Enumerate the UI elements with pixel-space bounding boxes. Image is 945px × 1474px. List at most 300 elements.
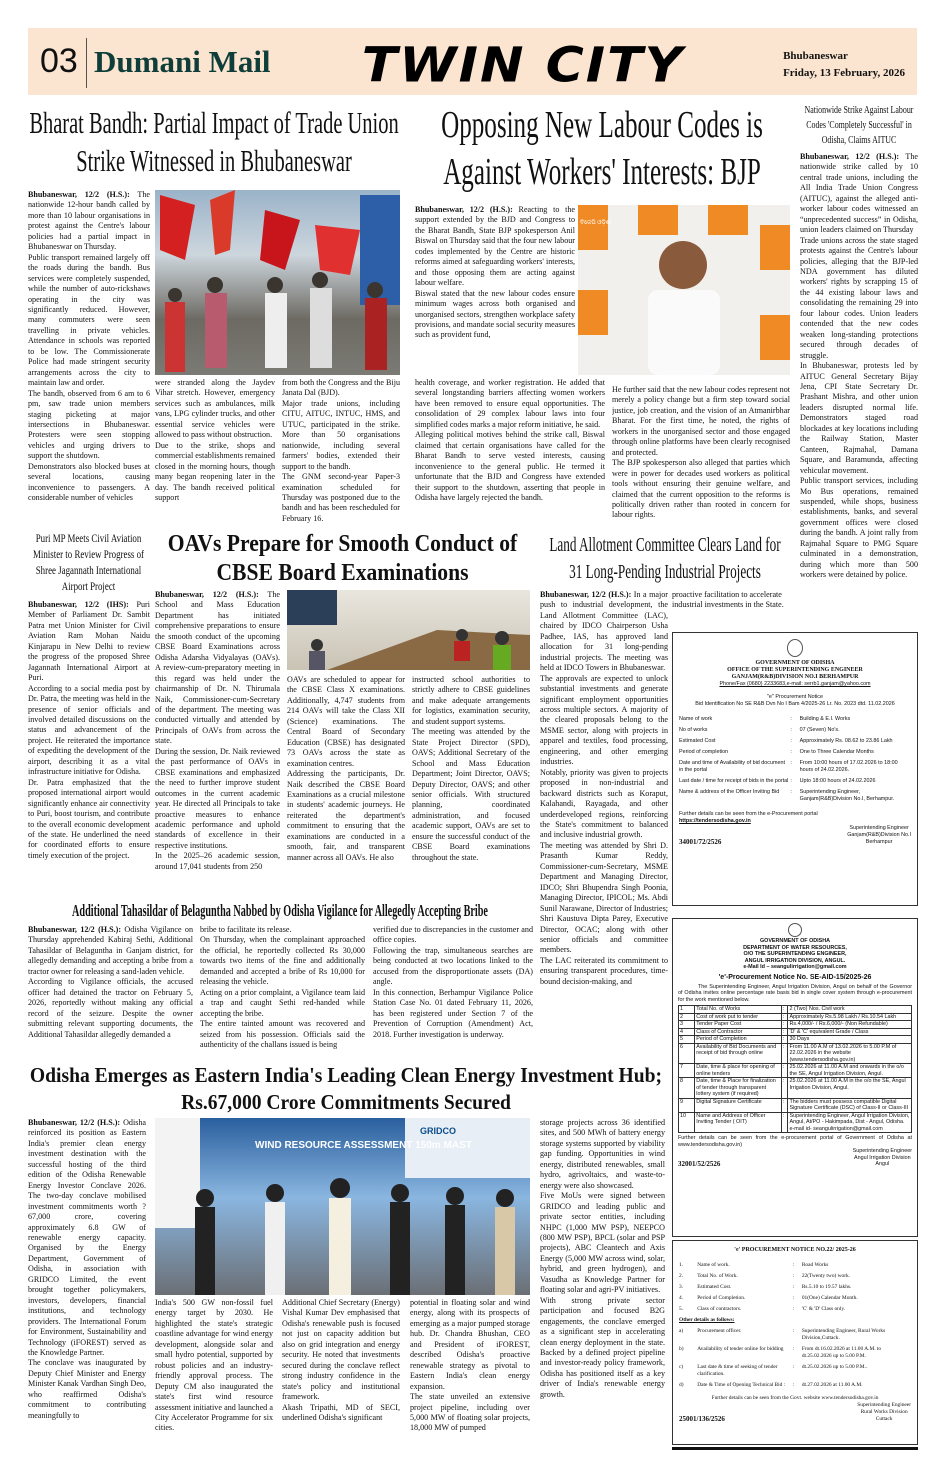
paragraph-text: health coverage, and worker registration. He added that several longstanding barriers affecting women workers have been removed to ensure equal opportunities. The consolidation of 29 complex labour laws into four simplified codes marks a major reform initiative, he said. bbox=[415, 378, 605, 429]
notice-row bbox=[679, 749, 911, 756]
row-value: 'D' & 'C' equivalent Grade / Class bbox=[788, 1028, 912, 1036]
separator: : bbox=[790, 749, 792, 755]
separator: : bbox=[792, 1295, 795, 1301]
paragraph bbox=[282, 472, 400, 524]
sign-line: Angul bbox=[875, 1161, 890, 1167]
paragraph bbox=[155, 441, 275, 504]
notice-heading bbox=[679, 660, 911, 681]
row-number: 6 bbox=[679, 1043, 695, 1064]
row-value: The bidders must possess compatible Digital Signature Certificate (DSC) of Class-II or Class-III bbox=[788, 1098, 912, 1112]
paragraph bbox=[373, 925, 533, 946]
paragraph-text: Acting on a prior complaint, a Vigilance team laid a trap and caught Sethi red-handed while accepting the bribe. bbox=[200, 987, 365, 1018]
article-column bbox=[412, 675, 530, 896]
paragraph bbox=[28, 253, 150, 389]
separator: : bbox=[781, 1036, 788, 1044]
row-label: Availability of tender online for bidding bbox=[697, 1346, 784, 1352]
brand-name: Dumani Mail bbox=[94, 44, 271, 79]
paragraph-text: Additional Chief Secretary (Energy) Vishal Kumar Dev emphasised that Odisha's renewable push is focused not just on capacity addition but also on grid integration and energy security. He noted that investments secured during the conclave reflect strong industry confidence in the state's policy and institutional framework. bbox=[282, 1298, 400, 1402]
heading-line: ANGUL IRRIGATION DIVISION, ANGUL. bbox=[744, 957, 846, 964]
notice-row bbox=[679, 1306, 911, 1313]
paragraph-text: Five MoUs were signed between GRIDCO and leading public and private sector entities, including NHPC (1,000 MW PSP), NEEPCO (800 MW PSP), BPCL (solar and PSP projects), ABC Cleantech and Axis Energy (5,000 MW across wind, solar, hybrid, and green hydrogen), and Vasudha as Knowledge Partner for floating solar and agri-PV initiatives. bbox=[540, 1191, 665, 1295]
separator: : bbox=[781, 1098, 788, 1112]
notice-title: 'e' PROCUREMENT NOTICE NO.22/ 2025-26 bbox=[734, 1247, 856, 1253]
paragraph-text: He further said that the new labour codes represent not merely a policy change but a firm step toward social justice, job creation, and the vision of an Atmanirbhar Bharat. For the first time, he noted, the rights of workers in the unorganised sector and those engaged through online platforms have been clearly recognised and protected. bbox=[612, 385, 790, 457]
paragraph bbox=[28, 1118, 146, 1358]
paragraph bbox=[540, 674, 668, 768]
row-label: Period of Completion bbox=[695, 1036, 781, 1044]
paragraph-text: The meeting was attended by Shri D. Prasanth Kumar Reddy, Commissioner-cum-Secretary, MSME Department and Managing Director, IDCO; Shri Bhupendra Singh Poonia, Managing Director, IPICOL; Ms. Abdi Sunil Narawane, Director of Industries; Shri Kaustuva Dipta Parey, Executive Director, OCAC; along with other senior officials and committee members. bbox=[540, 840, 668, 955]
protest-photo bbox=[155, 190, 400, 375]
sign-line: Rural Works Division bbox=[860, 1409, 908, 1415]
row-label: Date and time of Availability of bid document in the portal bbox=[679, 760, 785, 773]
row-label: Procurement officer. bbox=[697, 1328, 742, 1334]
paragraph-text: The meeting was attended by the State Project Director (SPD), OAVS; Additional Secretary of the School and Mass Education Department; Joint Director, OAVS; Deputy Director, OAVS; and other senior officials. With structured planning, coordinated administration, and focused academic support, OAVs are set to ensure the successful conduct of the CBSE Board examinations throughout the state. bbox=[412, 727, 530, 862]
article-column bbox=[282, 378, 400, 530]
row-label: Date & Time of Opening Technical Bid : bbox=[697, 1382, 786, 1388]
row-value: Superintending Engineer, Angul Irrigation Division, Angul, At/PO - Hakimpada, Dist - Angul, Odisha. e-mail id- seangulirrigation@gmail.com bbox=[788, 1112, 912, 1133]
table-row bbox=[679, 1112, 912, 1133]
row-number: c) bbox=[679, 1364, 684, 1370]
heading-line: GANJAM(R&B)DIVISION NO.I BERHAMPUR bbox=[731, 674, 859, 680]
dateline: Bhubaneswar, 12/2 (H.S.): bbox=[800, 152, 900, 161]
headline-bharat-bandh: Bharat Bandh: Partial Impact of Trade Union Strike Witnessed in Bhubaneswar bbox=[29, 105, 399, 178]
dateline: Bhubaneswar, 12/2 (IHS): bbox=[28, 600, 129, 609]
conclave-photo bbox=[155, 1118, 530, 1295]
paragraph-text: Alleging political motives behind the strike call, Biswal claimed that certain organisations have called for the Bharat Bandh to serve vested interests, causing inconvenience to the general public. He termed it unfortunate that the BJD and Congress have extended their support to the shutdown, asserting that people in Odisha have largely rejected the bandh. bbox=[415, 430, 605, 502]
separator: : bbox=[790, 738, 792, 744]
table-row bbox=[679, 1006, 912, 1014]
row-label: Name and Address of Officer Inviting Tender ( OIT) bbox=[695, 1112, 781, 1133]
paragraph bbox=[28, 462, 150, 504]
paragraph bbox=[540, 1118, 665, 1191]
row-label: Name & address of the Officer Inviting Bid bbox=[679, 789, 780, 795]
paragraph bbox=[282, 1298, 400, 1403]
heading-line: e-Mail Id – seangulirrigation@gmail.com bbox=[743, 964, 847, 970]
bid-id: Bid Identification No SE R&B Dvn No I Bam 4/2025-26 Lr. No. 2023 dtd. 11.02.2026 bbox=[695, 701, 895, 707]
sign-line: Superintending Engineer bbox=[849, 825, 909, 831]
procurement-notice-cuttack bbox=[672, 1240, 918, 1445]
paragraph bbox=[28, 1358, 146, 1421]
table-row bbox=[679, 1036, 912, 1044]
paragraph-text: According to a social media post by Dr. Patra, the meeting was held in the presence of senior officials and involved detailed discussions on the status and advancement of the project. He reiterated the importance of expediting the development of the airport, describing it as a vital infrastructure initiative for Odisha. bbox=[28, 683, 150, 777]
sign-line: Ganjam(R&B)Division No.I bbox=[847, 832, 911, 838]
notice-row bbox=[679, 738, 911, 745]
separator: : bbox=[790, 789, 792, 795]
row-number: d) bbox=[679, 1382, 684, 1388]
notice-title: 'e'-Procurement Notice No. SE-AID-15/2025-26 bbox=[718, 973, 872, 981]
sign-line: Berhampur bbox=[865, 839, 893, 845]
row-number: 1 bbox=[679, 1006, 695, 1014]
heading-line: DEPARTMENT OF WATER RESOURCES, bbox=[743, 944, 847, 951]
row-value: Rs.4,000/- / Rs.6,000/- (Non Refundable) bbox=[788, 1021, 912, 1029]
paragraph-text: With strong private sector participation and focused B2G engagements, the conclave emerged as a significant step in accelerating clean energy deployment in the state. Backed by a defined project pipeline and investor-ready policy framework, Odisha has positioned itself as a key driver of India's renewable energy growth. bbox=[540, 1295, 665, 1399]
row-label: Date, time & place for opening of online tenders bbox=[695, 1064, 781, 1078]
paragraph-text: India's 500 GW non-fossil fuel energy target by 2030. He highlighted the state's strategic coastline advantage for wind energy development, alongside solar and small hydro potential, supported by robust policies and an industry-friendly approval process. The Deputy CM also inaugurated the state's first wind resource assessment initiative and launched a City Accelerator Programme for six cities. bbox=[155, 1298, 273, 1433]
row-number: 3 bbox=[679, 1021, 695, 1029]
row-number: 5. bbox=[679, 1306, 684, 1312]
paragraph-text: The LAC reiterated its commitment to ensuring transparent procedures, time-bound decision-making, and bbox=[540, 955, 668, 986]
table-row bbox=[679, 1064, 912, 1078]
notice-title: "e" Procurement Notice bbox=[767, 694, 823, 700]
notice-row bbox=[679, 760, 911, 774]
paragraph bbox=[540, 590, 668, 674]
dateline: Bhubaneswar, 12/2 (H.S.): bbox=[155, 590, 259, 599]
paragraph-text: In Bhubaneswar, protests led by AITUC General Secretary Bijay Jena, CPI State Secretary Dr. Prashant Mishra, and other union leaders disrupted normal life. Demonstrators staged road blockades at key locations including the Railway Station, Master Canteen, Rajmahal, Damana Square, and Baramunda, affecting vehicular movement. bbox=[800, 361, 918, 475]
row-label: Name of work bbox=[679, 716, 713, 722]
notice-row bbox=[679, 778, 911, 785]
paragraph bbox=[800, 236, 918, 361]
row-number: 9 bbox=[679, 1098, 695, 1112]
paragraph-text: Reacting to the support extended by the BJD and Congress to the Bharat Bandh, State BJP spokesperson Anil Biswal on Thursday said that the four new labour codes implemented by the Centre are historic reforms aimed at safeguarding workers' interests, and those opposing them are acting against labour welfare. bbox=[415, 205, 575, 288]
paragraph-text: Puri Member of Parliament Dr. Sambit Patra met Union Minister for Civil Aviation Ram Mohan Naidu Kinjarapu in New Delhi to review the progress of the proposed Shree Jagannath International Airport at Puri. bbox=[28, 600, 150, 683]
row-value: Superintending Engineer, Rural Works Division,Cuttack. bbox=[801, 1328, 886, 1341]
row-label: Tender Paper Cost bbox=[695, 1021, 781, 1029]
table-row bbox=[679, 1043, 912, 1064]
row-label: Cost of work put to tender bbox=[695, 1013, 781, 1021]
separator: : bbox=[790, 727, 792, 733]
paragraph bbox=[200, 1019, 365, 1050]
heading-line: OFFICE OF THE SUPERINTENDING ENGINEER bbox=[727, 667, 863, 673]
paragraph-text: Dr. Patra emphasized that the proposed international airport would significantly enhance air connectivity to Puri, boost tourism, and contribute to the overall economic development of the state. He underlined the need for coordinated efforts to ensure timely execution of the project. bbox=[28, 777, 150, 860]
paragraph-text: Odisha Vigilance on Thursday apprehended Kabiraj Sethi, Additional Tahasildar of Belaguntha in Ganjam district, for allegedly demanding and accepting a bribe from a tractor owner for releasing a sand-laden vehicle. bbox=[28, 925, 193, 976]
paragraph bbox=[287, 769, 405, 863]
dateline: Bhubaneswar, 12/2 (H.S.): bbox=[28, 925, 122, 934]
notice-details bbox=[679, 1328, 911, 1389]
separator: : bbox=[781, 1013, 788, 1021]
procurement-notice-angul bbox=[672, 918, 918, 1237]
paragraph bbox=[28, 600, 150, 684]
paragraph-text: The BJP spokesperson also alleged that parties which were in power for decades used workers as political tools without ensuring their genuine welfare, and claimed that the current opposition to the reforms is politically driven rather than rooted in concern for labour rights. bbox=[612, 458, 790, 520]
paragraph-text: The entire tainted amount was recovered and seized from his possession. Officials said the authenticity of the challans issued is being bbox=[200, 1019, 365, 1049]
issue-date: Friday, 13 February, 2026 bbox=[783, 67, 905, 79]
paragraph bbox=[200, 935, 365, 987]
notice-row bbox=[679, 789, 911, 803]
signatory bbox=[853, 1148, 912, 1168]
article-column bbox=[28, 1118, 146, 1443]
other-details-label: Other details as follows: bbox=[679, 1317, 735, 1323]
article-column bbox=[540, 590, 668, 1058]
row-label: Class of Contractor bbox=[695, 1028, 781, 1036]
emblem-icon bbox=[788, 923, 802, 937]
paragraph-text: Odisha reinforced its position as Eastern India's premier clean energy investment destination with the successful hosting of the third edition of the Odisha Renewable Energy Investor Conclave 2026. The two-day conclave mobilised investment commitments worth ?67,000 crore, covering approximately 6.8 GW of renewable energy capacity. Organised by the Energy Department, Government of Odisha, in association with GRIDCO Limited, the event brought together policymakers, investors, developers, financial institutions, and technology providers. The International Forum for Environment, Sustainability and Technology (iFOREST) served as the Knowledge Partner. bbox=[28, 1118, 146, 1357]
row-value: From 10:00 hours of 17.02.2026 to 18:00 hours of 24.02.2026. bbox=[799, 760, 898, 773]
contact: Phone/Fax (0680) 2233683,e-mail: serrb1.ganjam@yahoo.com bbox=[719, 681, 871, 687]
separator: : bbox=[792, 1346, 795, 1352]
article-column bbox=[200, 925, 365, 1057]
row-number: 5 bbox=[679, 1036, 695, 1044]
row-label: Name of work. bbox=[697, 1262, 730, 1268]
paragraph bbox=[540, 1191, 665, 1296]
row-label: Digital Signature Certificate bbox=[695, 1098, 781, 1112]
article-column bbox=[282, 1298, 400, 1443]
paragraph bbox=[415, 378, 605, 430]
article-column bbox=[410, 1298, 530, 1443]
sign-line: Superintending Engineer bbox=[852, 1148, 912, 1154]
separator: : bbox=[792, 1382, 795, 1388]
headline-tahasildar: Additional Tahasildar of Belaguntha Nabbed by Odisha Vigilance for Allegedly Accepting Bribe bbox=[72, 901, 488, 920]
paragraph-text: OAVs are scheduled to appear for the CBSE Class X examinations. Additionally, 4,747 students from 214 OAVs will take the Class XII (Science) examinations. The Central Board of Secondary Education (CBSE) has designated 73 OAVs across the state as examination centres. bbox=[287, 675, 405, 768]
notice-row bbox=[679, 1262, 911, 1269]
paragraph-text: Trade unions across the state staged protests against the Centre's labour policies, alleging that the BJP-led NDA government has diluted workers' rights by scrapping 15 of the 44 existing labour laws and consolidating the remaining 29 into four labour codes. Union leaders contended that the new codes weaken long-standing protections secured through decades of struggle. bbox=[800, 235, 918, 360]
procurement-notice-ganjam bbox=[672, 632, 918, 906]
row-label: Date, time & Place for finalization of tender through transparent lottery system (if required) bbox=[695, 1078, 781, 1099]
row-label: Period of Completion. bbox=[697, 1295, 746, 1301]
notice-row bbox=[679, 1382, 911, 1389]
row-label: Availability of Bid Documents and receipt of bid through online bbox=[695, 1043, 781, 1064]
headline-puri-airport: Puri MP Meets Civil Aviation Minister to Review Progress of Shree Jagannath International Airport Project bbox=[33, 531, 144, 593]
separator: : bbox=[781, 1028, 788, 1036]
row-value: 01(One) Calendar Month. bbox=[801, 1295, 858, 1301]
dateline-block bbox=[783, 48, 905, 82]
footer-text: Further details can be seen from the e-procurement portal of Government of Odisha at www.tendersodisha.gov.in) bbox=[678, 1135, 912, 1148]
paragraph-text: Following the trap, simultaneous searches are being conducted at two locations linked to the accused from the disproportionate assets (DA) angle. bbox=[373, 945, 533, 987]
paragraph bbox=[415, 205, 575, 289]
row-label: Last date / time for receipt of bids in the portal bbox=[679, 778, 789, 784]
separator: : bbox=[781, 1043, 788, 1064]
sign-line: Superintending Engineer bbox=[857, 1402, 911, 1408]
ad-code: 32001/52/2526 bbox=[678, 1159, 721, 1168]
row-value: dt.27.02.2026 at 11.00 A.M. bbox=[801, 1382, 863, 1388]
row-number: 4 bbox=[679, 1028, 695, 1036]
paragraph bbox=[800, 361, 918, 476]
row-value: Building & E.I. Works bbox=[799, 716, 851, 722]
table-row bbox=[679, 1013, 912, 1021]
paragraph bbox=[155, 1298, 273, 1434]
article-column bbox=[28, 190, 150, 530]
paragraph-text: were stranded along the Jaydev Vihar stretch. However, emergency services such as ambulances, milk vans, LPG cylinder trucks, and other essential service vehicles were allowed to pass without obstruction. bbox=[155, 378, 275, 440]
paragraph bbox=[540, 768, 668, 841]
paragraph bbox=[800, 152, 918, 236]
sign-line: Angul Irrigation Division bbox=[854, 1154, 911, 1161]
row-label: Class of contractors. bbox=[697, 1306, 742, 1312]
paragraph-text: In the 2025–26 academic session, around 17,041 students from 250 bbox=[155, 851, 280, 871]
notice-rows bbox=[679, 1262, 911, 1313]
paragraph bbox=[412, 675, 530, 727]
dateline: Bhubaneswar, 12/2 (H.S.): bbox=[540, 590, 632, 599]
notice-row bbox=[679, 716, 911, 723]
separator: : bbox=[781, 1078, 788, 1099]
article-column bbox=[540, 1118, 665, 1443]
masthead bbox=[28, 28, 917, 95]
headline-land-allotment: Land Allotment Committee Clears Land for 31 Long-Pending Industrial Projects bbox=[549, 534, 781, 583]
paragraph-text: verified due to discrepancies in the customer and office copies. bbox=[373, 925, 533, 945]
paragraph-text: On Thursday, when the complainant approached the official, he reportedly collected Rs 30,000 towards two items of the fine and additionally demanded and accepted a bribe of Rs 10,000 for releasing the vehicle. bbox=[200, 935, 365, 987]
paragraph bbox=[282, 1403, 400, 1424]
row-label: Period of completion bbox=[679, 749, 729, 755]
paragraph-text: Major trade unions, including CITU, AITUC, INTUC, HMS, and UTUC, participated in the strike. More than 50 organisations nationwide, including several farmers' bodies, extended their support to the bandh. bbox=[282, 398, 400, 471]
separator: : bbox=[792, 1273, 795, 1279]
row-value: Rs.5.10 to 19.57 lakhs. bbox=[801, 1284, 852, 1290]
paragraph bbox=[28, 778, 150, 862]
headline-clean-energy: Odisha Emerges as Eastern India's Leading Clean Energy Investment Hub; Rs.67,000 Crore Commitments Secured bbox=[29, 1063, 663, 1114]
paragraph bbox=[410, 1392, 530, 1434]
row-label: No of works bbox=[679, 727, 708, 733]
notice-rows bbox=[679, 716, 911, 803]
paragraph bbox=[672, 590, 792, 611]
row-value: 22(Twenty two) work. bbox=[801, 1273, 851, 1279]
paragraph bbox=[28, 925, 193, 977]
dateline: Bhubaneswar, 12/2 (H.S.): bbox=[28, 1118, 121, 1127]
paragraph-text: The state unveiled an extensive project pipeline, including over 5,000 MW of floating solar projects, 18,000 MW of pumped bbox=[410, 1392, 530, 1433]
paragraph bbox=[282, 378, 400, 399]
page-number: 03 bbox=[40, 42, 78, 80]
paragraph bbox=[415, 289, 575, 341]
paragraph-text: The School and Mass Education Department has initiated comprehensive preparations to ensure the smooth conduct of the upcoming CBSE Board Examinations across Odisha Adarsha Vidyalayas (OAVs). A review-cum-preparatory meeting in this regard was held under the chairmanship of Dr. N. Thirumala Naik, Commissioner-cum-Secretary of the department. The meeting was conducted virtually and attended by Principals of OAVs from across the state. bbox=[155, 590, 280, 746]
row-number: 8 bbox=[679, 1078, 695, 1099]
row-number: a) bbox=[679, 1328, 684, 1334]
separator: : bbox=[781, 1064, 788, 1078]
row-number: 10 bbox=[679, 1112, 695, 1133]
paragraph bbox=[28, 389, 150, 462]
notice-row bbox=[679, 1364, 911, 1378]
paragraph-text: Public transport services, including Mo Bus operations, remained suspended, while shops, business establishments, banks, and several government offices were closed during the bandh. A joint rally from Rajmahal Square to PMG Square culminated in a demonstration, during which more than 500 workers were detained by police. bbox=[800, 476, 918, 580]
row-number: 7 bbox=[679, 1064, 695, 1078]
paragraph-text: The conclave was inaugurated by Deputy Chief Minister and Energy Minister Kanak Vardhan Singh Deo, who reaffirmed Odisha's commitment to contributing meaningfully to bbox=[28, 1358, 146, 1420]
table-row bbox=[679, 1098, 912, 1112]
section-title: TWIN CITY bbox=[361, 38, 685, 94]
paragraph-text: The approvals are expected to unlock substantial investments and generate significant employment opportunities across multiple sectors. A majority of the cleared proposals belong to the MSME sector, along with projects in apparel and textiles, food processing, engineering, and other emerging industries. bbox=[540, 673, 668, 767]
ad-code: 25001/136/2526 bbox=[679, 1415, 725, 1423]
paragraph bbox=[28, 190, 150, 253]
press-conference-illustration bbox=[578, 205, 790, 375]
notice-table bbox=[678, 1005, 912, 1133]
notice-intro: The Superintending Engineer, Angul Irrigation Division, Angul on behalf of the Governor of Odisha invites online percentage rate basis bid in single cover system through e-procurement for the work mentioned below. bbox=[678, 983, 912, 1003]
row-value: dt.25.02.2026 up to 5.00 P.M.. bbox=[801, 1364, 868, 1370]
meeting-photo bbox=[287, 590, 530, 670]
headline-aituc: Nationwide Strike Against Labour Codes 'Completely Successful' in Odisha, Claims AITUC bbox=[804, 104, 914, 146]
paragraph-text: Public transport remained largely off the roads during the bandh. Bus services were completely suspended, while the number of auto-rickshaws operating in the city was significantly reduced. However, many commuters were seen travelling in private vehicles. Attendance in schools was reported to be low. The Commissionerate Police had made stringent security arrangements across the city to maintain law and order. bbox=[28, 252, 150, 388]
article-column bbox=[28, 600, 150, 896]
dateline: Bhubaneswar, 12/2 (H.S.): bbox=[28, 190, 130, 199]
bottom-rule bbox=[672, 1447, 918, 1450]
heading-line: O/O THE SUPERINTENDING ENGINEER, bbox=[743, 951, 847, 957]
paragraph-text: The GNM second-year Paper-3 examination scheduled for Thursday was postponed due to the bandh and has been rescheduled for February 16. bbox=[282, 472, 400, 523]
notice-row bbox=[679, 1328, 911, 1342]
photo-banner-text: ବିଜେପି ଓଡ଼ିଶା bbox=[580, 220, 612, 226]
paragraph-text: bribe to facilitate its release. bbox=[200, 925, 292, 934]
footer-text: Further details can be seen from the Govt. website www.tendersodisha.gov.in bbox=[711, 1395, 879, 1401]
city: Bhubaneswar bbox=[783, 50, 848, 62]
paragraph bbox=[612, 385, 790, 458]
separator: : bbox=[792, 1306, 795, 1312]
heading-line: GOVERNMENT OF ODISHA bbox=[755, 660, 835, 666]
table-row bbox=[679, 1078, 912, 1099]
paragraph-text: Addressing the participants, Dr. Naik described the CBSE Board Examinations as a crucial milestone in students' academic journeys. He reiterated the department's commitment to ensuring that the examinations are conducted in a smooth, fair, and transparent manner across all OAVs. He also bbox=[287, 769, 405, 862]
separator: : bbox=[781, 1021, 788, 1029]
row-number: 2. bbox=[679, 1273, 684, 1279]
article-column bbox=[800, 152, 918, 616]
row-number: 2 bbox=[679, 1013, 695, 1021]
portal-link[interactable]: https://tendersodisha.gov.in bbox=[679, 818, 751, 824]
divider bbox=[86, 38, 87, 88]
signatory bbox=[847, 825, 911, 846]
paragraph bbox=[410, 1298, 530, 1392]
paragraph-text: During the session, Dr. Naik reviewed the past performance of OAVs in CBSE examinations and emphasized the need to further improve student outcomes in the current academic year. He directed all Principals to take proactive measures to enhance academic performance and uphold standards of excellence in their respective institutions. bbox=[155, 746, 280, 850]
separator: : bbox=[790, 716, 792, 722]
paragraph bbox=[28, 684, 150, 778]
ad-code: 34001/72/2526 bbox=[679, 838, 722, 846]
article-column bbox=[155, 1298, 273, 1443]
paragraph bbox=[200, 925, 365, 935]
paragraph-text: Akash Tripathi, MD of SECI, underlined Odisha's significant bbox=[282, 1402, 400, 1422]
banner-text: WIND RESOURCE ASSESSMENT 150m MAST bbox=[255, 1140, 472, 1151]
row-label: Estimated Cost bbox=[679, 738, 716, 744]
paragraph bbox=[155, 851, 280, 872]
row-value: 'C' & 'D' Class only. bbox=[801, 1306, 846, 1312]
separator: : bbox=[781, 1006, 788, 1014]
paragraph-text: Demonstrators also blocked buses at several locations, causing inconvenience to passengers. A considerable number of vehicles bbox=[28, 461, 150, 503]
paragraph-text: from both the Congress and the Biju Janata Dal (BJD). bbox=[282, 378, 400, 398]
article-column bbox=[155, 378, 275, 530]
row-value: 2 (Two) Nos. Civil work bbox=[788, 1006, 912, 1014]
row-number: 4. bbox=[679, 1295, 684, 1301]
separator: : bbox=[792, 1284, 795, 1290]
row-value: 25.02.2026 at 11.00 A.M in the o/o the SE, Angul Irrigation Division, Angul. bbox=[788, 1078, 912, 1099]
row-value: Superintending Engineer, Ganjam(R&B)Division No.I, Berhampur. bbox=[799, 789, 895, 802]
paragraph bbox=[540, 956, 668, 987]
meeting-illustration bbox=[287, 590, 530, 670]
paragraph bbox=[412, 727, 530, 863]
article-column bbox=[287, 675, 405, 896]
row-number: 3. bbox=[679, 1284, 684, 1290]
paragraph bbox=[200, 988, 365, 1019]
paragraph bbox=[373, 946, 533, 988]
row-label: Total No. of Work. bbox=[697, 1273, 738, 1279]
separator: : bbox=[792, 1364, 795, 1370]
paragraph-text: Notably, priority was given to projects proposed in non-industrial and backward districts such as Koraput, Kalahandi, Rayagada, and other underdeveloped regions, reinforcing the State's commitment to balanced and inclusive industrial growth. bbox=[540, 767, 668, 840]
paragraph bbox=[800, 476, 918, 581]
row-label: Total No. of Works bbox=[695, 1006, 781, 1014]
paragraph-text: The nationwide strike called by 10 central trade unions, including the All India Trade Union Congress (AITUC), against the alleged anti-worker labour codes witnessed an “unprecedented success” in Odisha, union leaders claimed on Thursday bbox=[800, 152, 918, 235]
article-column bbox=[28, 925, 193, 1057]
article-column bbox=[415, 205, 575, 377]
row-value: Upto 18:00 hours of 24.02.2026 bbox=[799, 778, 876, 784]
table-row bbox=[679, 1021, 912, 1029]
protest-illustration bbox=[155, 190, 400, 375]
footer-text: Further details can be seen from the e-Procurement portal bbox=[679, 811, 818, 817]
notice-row bbox=[679, 1284, 911, 1291]
paragraph bbox=[28, 977, 193, 1040]
paragraph-text: In a major push to industrial development, the Land Allotment Committee (LAC), chaired by IDCO Chairperson Usha Padhee, IAS, has approved land allocation for 31 long-pending industrial projects. The meeting was held at IDCO Towers in Bhubaneswar. bbox=[540, 590, 668, 673]
article-column bbox=[612, 385, 790, 526]
paragraph bbox=[612, 458, 790, 521]
paragraph bbox=[373, 988, 533, 1040]
row-label: Estimated Cost. bbox=[697, 1284, 732, 1290]
paragraph bbox=[540, 1296, 665, 1401]
article-column bbox=[415, 378, 605, 526]
separator: : bbox=[792, 1262, 795, 1268]
article-column bbox=[155, 590, 280, 896]
row-value: Road Works bbox=[801, 1262, 829, 1268]
paragraph bbox=[155, 747, 280, 852]
paragraph bbox=[415, 430, 605, 503]
notice-row bbox=[679, 1346, 911, 1360]
notice-row bbox=[679, 727, 911, 734]
row-number: 1. bbox=[679, 1262, 684, 1268]
article-column bbox=[672, 590, 792, 622]
heading-line: GOVERNMENT OF ODISHA bbox=[759, 938, 831, 944]
table-row bbox=[679, 1028, 912, 1036]
notice-row bbox=[679, 1295, 911, 1302]
paragraph bbox=[155, 590, 280, 747]
row-value: From dt.16.02.2026 at 11.00 A.M. to dt.25.02.2026 up to 5.00 P.M. bbox=[801, 1346, 882, 1359]
row-number: b) bbox=[679, 1346, 684, 1352]
row-value: Approximately Rs.5.98 Lakh / Rs.10.54 Lakh bbox=[788, 1013, 912, 1021]
paragraph-text: storage projects across 36 identified sites, and 500 MWh of battery energy storage systems supported by viability gap funding. Opportunities in wind energy, distributed renewables, small hydro, agrivoltaics, and waste-to-energy were also showcased. bbox=[540, 1118, 665, 1190]
paragraph-text: instructed school authorities to strictly adhere to CBSE guidelines and make adequate arrangements for logistics, examination security, and student support systems. bbox=[412, 675, 530, 726]
row-label: Last date & time of seeking of tender clarification. bbox=[697, 1364, 778, 1377]
paragraph-text: According to Vigilance officials, the accused officer had detained the tractor on February 5, 2026, reportedly without making any official record of the seizure. Despite the owner submitting relevant supporting documents, the Additional Tahasildar allegedly demanded a bbox=[28, 977, 193, 1039]
